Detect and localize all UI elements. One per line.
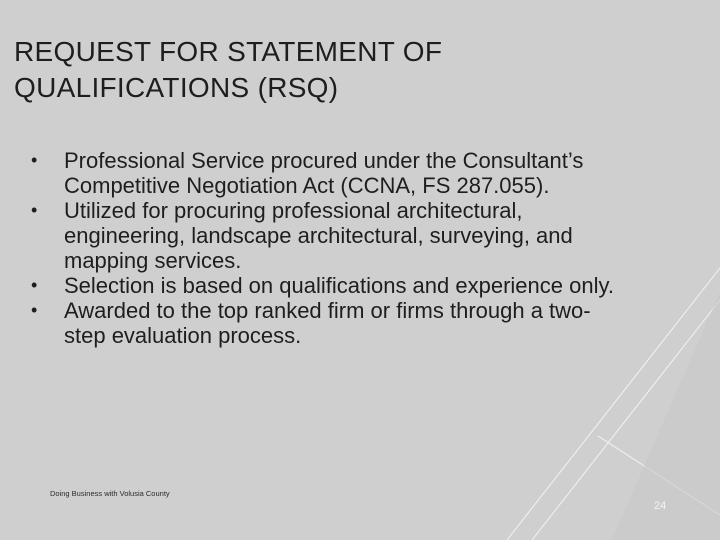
- bullet-item: [28, 148, 618, 198]
- bullet-item: [28, 273, 618, 298]
- bullet-item: [28, 198, 618, 273]
- slide-footer: Doing Business with Volusia County: [50, 489, 170, 498]
- bullet-icon: •: [31, 300, 38, 320]
- bullet-text: Utilized for procuring professional architectural, engineering, landscape architectural, surveying, and mapping services.: [64, 198, 573, 273]
- bullet-icon: •: [31, 200, 38, 220]
- bullet-text: Professional Service procured under the Consultant’s Competitive Negotiation Act (CCNA, FS 287.055).: [64, 148, 584, 198]
- slide-title: REQUEST FOR STATEMENT OF QUALIFICATIONS (RSQ): [14, 36, 443, 103]
- bullet-item: [28, 298, 618, 348]
- bullet-icon: •: [31, 275, 38, 295]
- page-number: 24: [654, 500, 667, 512]
- bullet-text: Selection is based on qualifications and experience only.: [64, 273, 614, 298]
- bullet-text: Awarded to the top ranked firm or firms through a two-step evaluation process.: [64, 298, 591, 348]
- bullet-list: [28, 148, 618, 348]
- bullet-icon: •: [31, 150, 38, 170]
